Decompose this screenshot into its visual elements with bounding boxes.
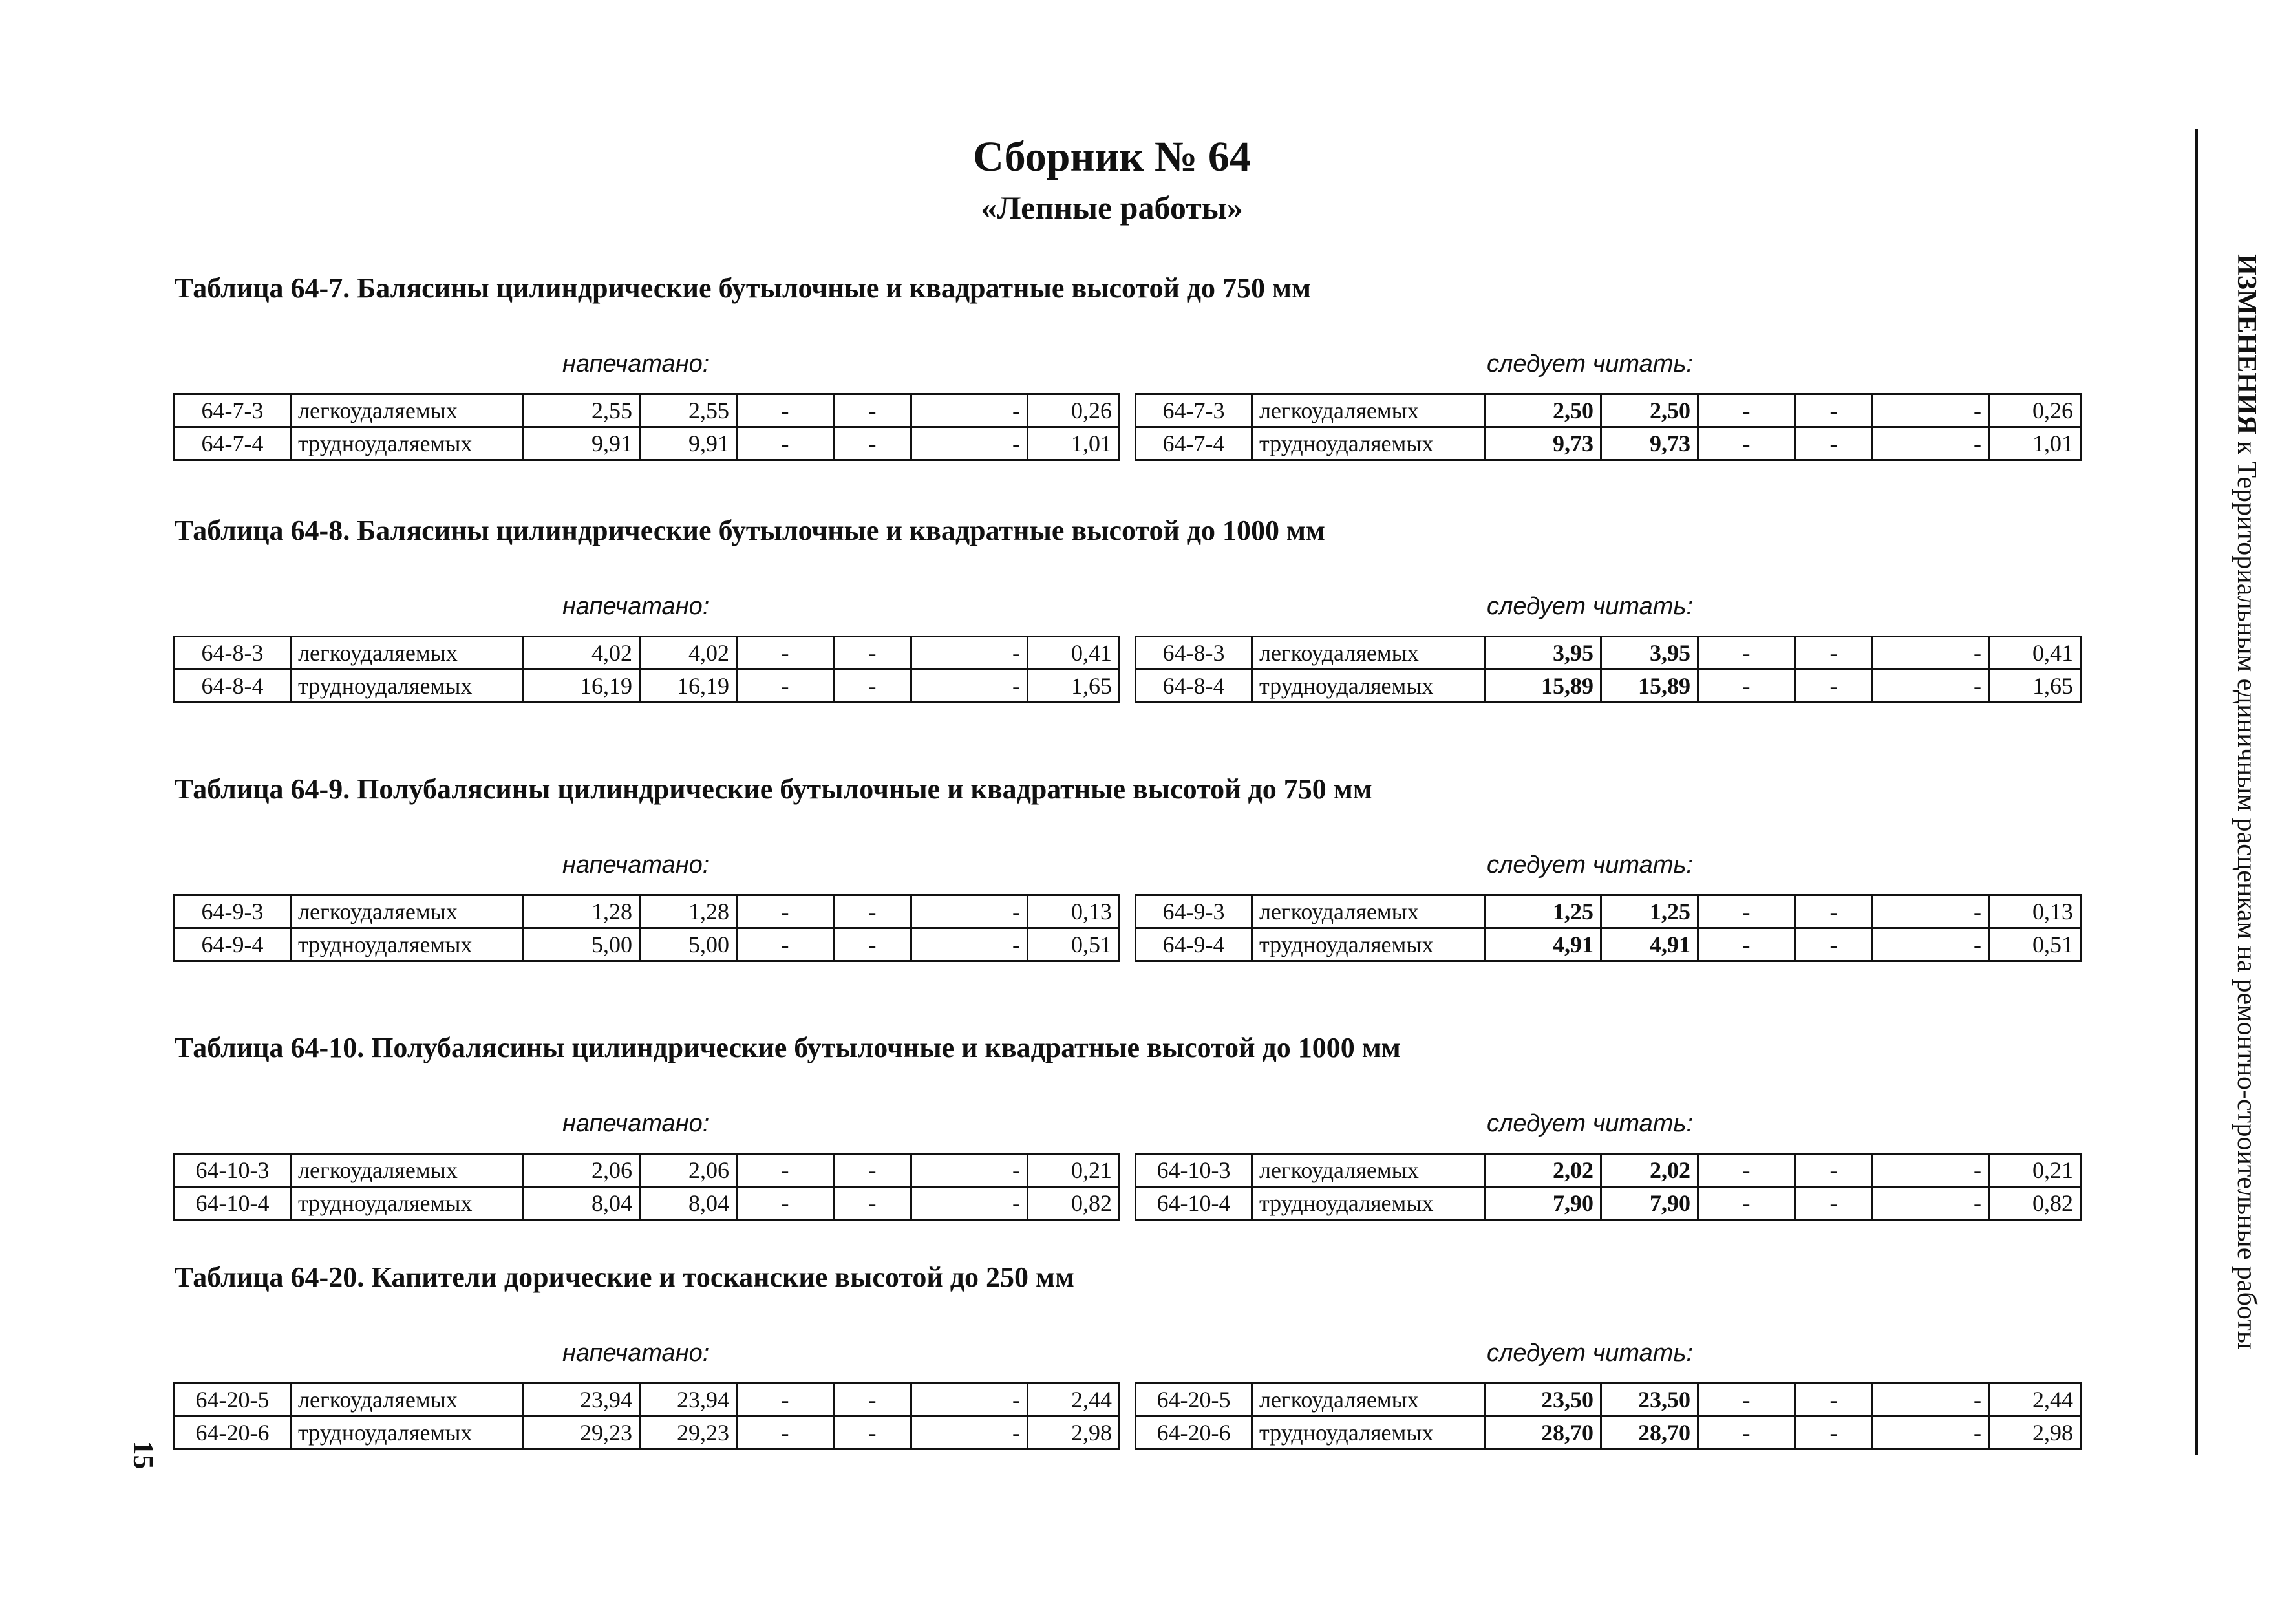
table-cell: легкоудаляемых: [1252, 1384, 1485, 1416]
table-cell: 64-8-3: [1136, 637, 1252, 670]
table-cell: 64-10-3: [1136, 1154, 1252, 1187]
table-cell: 8,04: [524, 1187, 640, 1220]
table-cell: 3,95: [1601, 637, 1698, 670]
table-cell: трудноудаляемых: [291, 670, 524, 703]
table-cell: 15,89: [1601, 670, 1698, 703]
table-cell: -: [1795, 637, 1873, 670]
table-cell: -: [834, 1384, 911, 1416]
table-cell: -: [737, 1384, 834, 1416]
table-title: Таблица 64-8. Балясины цилиндрические бутылочные и квадратные высотой до 1000 мм: [175, 515, 1326, 546]
correct-label: следует читать:: [1487, 593, 1693, 620]
table-row: [1136, 1416, 2081, 1449]
table-cell: -: [1698, 427, 1795, 460]
table-cell: -: [911, 1154, 1028, 1187]
table-title: Таблица 64-9. Полубалясины цилиндрические бутылочные и квадратные высотой до 750 мм: [175, 773, 1372, 805]
table-cell: -: [1795, 670, 1873, 703]
table-cell: -: [1698, 1187, 1795, 1220]
table-cell: 64-7-3: [175, 394, 291, 427]
table-cell: 3,95: [1485, 637, 1601, 670]
table-cell: 64-20-6: [1136, 1416, 1252, 1449]
table-cell: -: [911, 427, 1028, 460]
table-cell: 1,25: [1485, 895, 1601, 928]
table-cell: -: [834, 427, 911, 460]
side-note-rest: к Территориальным единичным расценкам на ремонтно-строительные работы: [2232, 434, 2261, 1349]
table-cell: 64-10-4: [1136, 1187, 1252, 1220]
table-cell: легкоудаляемых: [1252, 895, 1485, 928]
printed-table: [173, 894, 1120, 962]
table-cell: легкоудаляемых: [291, 1384, 524, 1416]
correct-label: следует читать:: [1487, 1340, 1693, 1367]
table-row: [1136, 1154, 2081, 1187]
table-cell: 64-9-4: [175, 928, 291, 961]
table-cell: -: [1795, 427, 1873, 460]
table-cell: 64-8-4: [1136, 670, 1252, 703]
table-cell: трудноудаляемых: [291, 1187, 524, 1220]
table-cell: -: [1698, 394, 1795, 427]
table-cell: 9,91: [524, 427, 640, 460]
table-cell: 7,90: [1485, 1187, 1601, 1220]
table-cell: 2,50: [1601, 394, 1698, 427]
table-row: [175, 1416, 1120, 1449]
table-row: [175, 637, 1120, 670]
table-row: [1136, 1384, 2081, 1416]
table-title: Таблица 64-7. Балясины цилиндрические бутылочные и квадратные высотой до 750 мм: [175, 272, 1312, 304]
table-cell: -: [1698, 1384, 1795, 1416]
table-cell: 2,02: [1601, 1154, 1698, 1187]
table-cell: -: [737, 1416, 834, 1449]
table-cell: 64-7-4: [175, 427, 291, 460]
table-cell: 2,55: [640, 394, 737, 427]
table-cell: 1,01: [1028, 427, 1120, 460]
table-cell: -: [737, 1187, 834, 1220]
table-cell: -: [911, 928, 1028, 961]
table-cell: 2,98: [1028, 1416, 1120, 1449]
table-cell: -: [737, 427, 834, 460]
table-cell: 2,98: [1989, 1416, 2081, 1449]
table-cell: 0,41: [1989, 637, 2081, 670]
table-cell: 64-9-3: [175, 895, 291, 928]
table-cell: 2,55: [524, 394, 640, 427]
table-cell: 0,51: [1989, 928, 2081, 961]
table-cell: -: [1795, 895, 1873, 928]
table-cell: 2,44: [1028, 1384, 1120, 1416]
table-row: [1136, 1187, 2081, 1220]
table-section: [0, 1261, 2280, 1506]
printed-label: напечатано:: [562, 1340, 710, 1367]
printed-table: [173, 1382, 1120, 1450]
table-cell: -: [834, 1187, 911, 1220]
table-cell: 29,23: [524, 1416, 640, 1449]
table-cell: -: [1873, 1154, 1989, 1187]
side-note-bold: ИЗМЕНЕНИЯ: [2232, 254, 2261, 434]
table-cell: -: [911, 394, 1028, 427]
table-cell: 1,65: [1989, 670, 2081, 703]
table-cell: 0,26: [1028, 394, 1120, 427]
table-cell: 23,50: [1485, 1384, 1601, 1416]
table-cell: -: [737, 394, 834, 427]
table-cell: -: [1873, 1416, 1989, 1449]
table-cell: 23,94: [640, 1384, 737, 1416]
table-cell: 7,90: [1601, 1187, 1698, 1220]
table-cell: 0,41: [1028, 637, 1120, 670]
table-cell: -: [1698, 928, 1795, 961]
table-cell: 0,51: [1028, 928, 1120, 961]
table-cell: 1,28: [524, 895, 640, 928]
table-cell: 2,06: [524, 1154, 640, 1187]
table-cell: 2,50: [1485, 394, 1601, 427]
table-row: [1136, 928, 2081, 961]
table-cell: трудноудаляемых: [1252, 427, 1485, 460]
table-cell: 9,91: [640, 427, 737, 460]
table-cell: -: [834, 895, 911, 928]
table-row: [175, 394, 1120, 427]
table-cell: -: [1698, 895, 1795, 928]
table-cell: -: [1873, 895, 1989, 928]
table-cell: 2,06: [640, 1154, 737, 1187]
table-cell: -: [1873, 427, 1989, 460]
table-section: [0, 1031, 2280, 1277]
printed-label: напечатано:: [562, 593, 710, 620]
table-cell: 4,91: [1485, 928, 1601, 961]
table-cell: легкоудаляемых: [291, 637, 524, 670]
table-cell: -: [1873, 637, 1989, 670]
table-cell: 0,82: [1028, 1187, 1120, 1220]
table-cell: трудноудаляемых: [291, 1416, 524, 1449]
table-row: [175, 1384, 1120, 1416]
table-cell: 5,00: [524, 928, 640, 961]
table-cell: легкоудаляемых: [291, 895, 524, 928]
table-cell: 4,02: [640, 637, 737, 670]
correct-table: [1135, 894, 2082, 962]
table-cell: -: [1795, 1187, 1873, 1220]
table-cell: 0,13: [1989, 895, 2081, 928]
table-cell: 64-20-5: [1136, 1384, 1252, 1416]
table-cell: 64-9-3: [1136, 895, 1252, 928]
page-title: Сборник № 64: [973, 133, 1251, 180]
printed-table: [173, 1153, 1120, 1221]
table-cell: 4,02: [524, 637, 640, 670]
table-cell: 0,13: [1028, 895, 1120, 928]
printed-table: [173, 636, 1120, 703]
table-cell: 64-7-3: [1136, 394, 1252, 427]
table-cell: -: [834, 637, 911, 670]
table-cell: трудноудаляемых: [1252, 670, 1485, 703]
table-cell: 29,23: [640, 1416, 737, 1449]
table-cell: -: [911, 670, 1028, 703]
page-number: 15: [127, 1440, 160, 1469]
table-row: [1136, 670, 2081, 703]
table-cell: -: [1873, 928, 1989, 961]
table-cell: 0,21: [1989, 1154, 2081, 1187]
table-cell: -: [1873, 670, 1989, 703]
correct-label: следует читать:: [1487, 350, 1693, 378]
table-cell: 9,73: [1601, 427, 1698, 460]
correct-label: следует читать:: [1487, 1110, 1693, 1137]
table-cell: трудноудаляемых: [1252, 928, 1485, 961]
table-cell: -: [834, 928, 911, 961]
table-cell: легкоудаляемых: [291, 394, 524, 427]
table-cell: -: [737, 928, 834, 961]
table-cell: 0,82: [1989, 1187, 2081, 1220]
table-cell: 23,50: [1601, 1384, 1698, 1416]
table-cell: -: [911, 637, 1028, 670]
table-title: Таблица 64-10. Полубалясины цилиндрические бутылочные и квадратные высотой до 1000 мм: [175, 1032, 1401, 1063]
table-cell: 64-8-3: [175, 637, 291, 670]
table-cell: легкоудаляемых: [1252, 394, 1485, 427]
table-cell: -: [737, 895, 834, 928]
table-cell: -: [737, 1154, 834, 1187]
table-cell: 2,02: [1485, 1154, 1601, 1187]
correct-table: [1135, 1382, 2082, 1450]
table-cell: 4,91: [1601, 928, 1698, 961]
table-cell: 15,89: [1485, 670, 1601, 703]
table-cell: -: [737, 670, 834, 703]
table-cell: -: [1795, 394, 1873, 427]
side-divider: [2195, 129, 2198, 1455]
side-note: [2231, 254, 2262, 1349]
table-cell: 5,00: [640, 928, 737, 961]
correct-label: следует читать:: [1487, 851, 1693, 879]
table-cell: 2,44: [1989, 1384, 2081, 1416]
table-cell: -: [1873, 1384, 1989, 1416]
table-cell: -: [911, 1187, 1028, 1220]
table-row: [1136, 637, 2081, 670]
page-subtitle: «Лепные работы»: [981, 189, 1243, 226]
table-row: [175, 427, 1120, 460]
table-row: [175, 670, 1120, 703]
table-cell: 64-9-4: [1136, 928, 1252, 961]
table-cell: -: [834, 1416, 911, 1449]
table-cell: -: [1795, 1416, 1873, 1449]
table-cell: трудноудаляемых: [1252, 1187, 1485, 1220]
printed-table: [173, 393, 1120, 461]
table-cell: -: [1698, 1416, 1795, 1449]
table-cell: -: [834, 394, 911, 427]
correct-table: [1135, 1153, 2082, 1221]
table-cell: 16,19: [524, 670, 640, 703]
table-cell: -: [911, 1416, 1028, 1449]
table-cell: 64-10-4: [175, 1187, 291, 1220]
table-cell: -: [1795, 928, 1873, 961]
table-cell: 28,70: [1485, 1416, 1601, 1449]
table-cell: трудноудаляемых: [291, 427, 524, 460]
table-cell: 64-8-4: [175, 670, 291, 703]
table-title: Таблица 64-20. Капители дорические и тосканские высотой до 250 мм: [175, 1261, 1074, 1293]
table-cell: 28,70: [1601, 1416, 1698, 1449]
table-cell: -: [1698, 1154, 1795, 1187]
table-section: [0, 773, 2280, 1018]
table-cell: -: [1795, 1154, 1873, 1187]
table-cell: 64-10-3: [175, 1154, 291, 1187]
table-cell: 1,28: [640, 895, 737, 928]
table-cell: 0,26: [1989, 394, 2081, 427]
table-cell: -: [834, 1154, 911, 1187]
table-row: [175, 1187, 1120, 1220]
correct-table: [1135, 636, 2082, 703]
table-row: [175, 928, 1120, 961]
table-cell: легкоудаляемых: [291, 1154, 524, 1187]
table-section: [0, 272, 2280, 517]
table-cell: легкоудаляемых: [1252, 637, 1485, 670]
table-row: [175, 895, 1120, 928]
table-cell: 16,19: [640, 670, 737, 703]
table-row: [1136, 394, 2081, 427]
table-cell: трудноудаляемых: [291, 928, 524, 961]
table-cell: -: [911, 1384, 1028, 1416]
table-cell: 9,73: [1485, 427, 1601, 460]
table-cell: 8,04: [640, 1187, 737, 1220]
table-cell: -: [911, 895, 1028, 928]
table-row: [175, 1154, 1120, 1187]
table-cell: 0,21: [1028, 1154, 1120, 1187]
table-cell: -: [1873, 1187, 1989, 1220]
table-cell: 1,25: [1601, 895, 1698, 928]
table-cell: -: [834, 670, 911, 703]
table-row: [1136, 895, 2081, 928]
printed-label: напечатано:: [562, 851, 710, 879]
table-section: [0, 514, 2280, 760]
table-cell: легкоудаляемых: [1252, 1154, 1485, 1187]
table-cell: -: [737, 637, 834, 670]
table-cell: 64-20-5: [175, 1384, 291, 1416]
table-cell: 1,01: [1989, 427, 2081, 460]
table-cell: -: [1698, 637, 1795, 670]
table-cell: -: [1795, 1384, 1873, 1416]
table-cell: трудноудаляемых: [1252, 1416, 1485, 1449]
correct-table: [1135, 393, 2082, 461]
table-cell: -: [1873, 394, 1989, 427]
table-cell: 1,65: [1028, 670, 1120, 703]
table-cell: -: [1698, 670, 1795, 703]
table-cell: 64-7-4: [1136, 427, 1252, 460]
table-row: [1136, 427, 2081, 460]
table-cell: 23,94: [524, 1384, 640, 1416]
table-cell: 64-20-6: [175, 1416, 291, 1449]
printed-label: напечатано:: [562, 350, 710, 378]
printed-label: напечатано:: [562, 1110, 710, 1137]
